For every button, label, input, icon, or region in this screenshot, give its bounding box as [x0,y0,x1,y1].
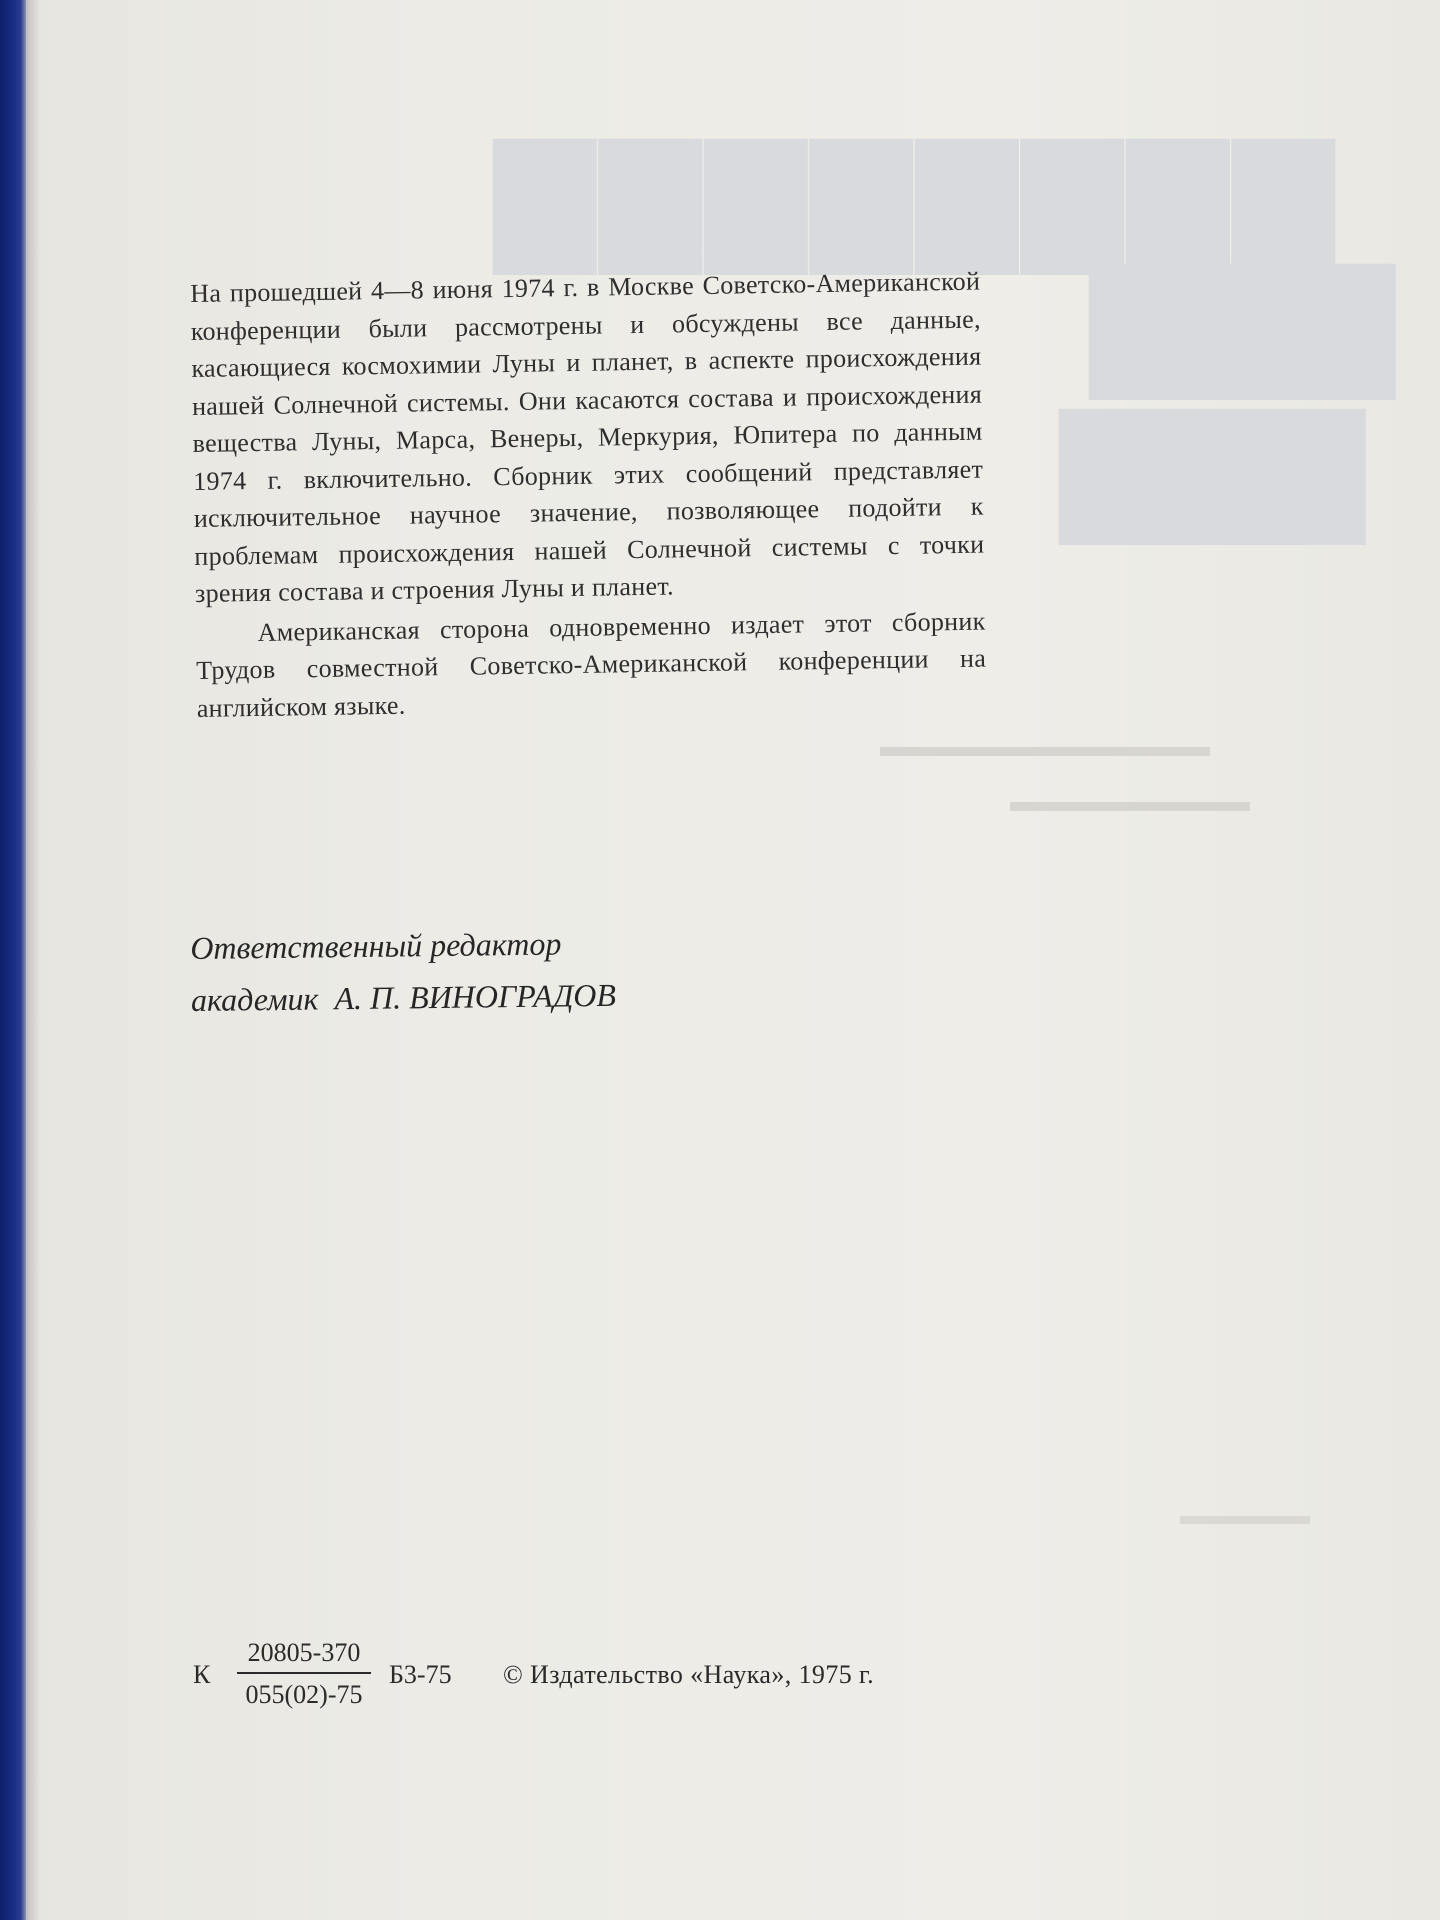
abstract-paragraph-2: Американская сторона одновременно издает этот сборник Трудов совместной Советско-Американской конференции на английском языке. [195,606,987,723]
imprint-series: Б3-75 [389,1660,452,1689]
show-through-title-line-1: ▇▇▇▇▇▇▇▇ [490,123,1335,270]
binding-shadow [26,0,40,1920]
show-through-text-line-1: ▬▬▬▬▬▬▬▬▬▬▬ [880,730,1210,763]
show-through-text-line-2: ▬▬▬▬▬▬▬▬ [1010,785,1250,818]
imprint-numerator: 20805-370 [247,1638,361,1667]
editor-title: академик [190,980,319,1018]
imprint-code-fraction [237,1636,371,1712]
copyright-notice: © Издательство «Наука», 1975 г. [503,1660,875,1689]
publication-imprint [193,1636,993,1716]
abstract-paragraph-1: На прошедшей 4—8 июня 1974 г. в Москве Советско-Американской конференции были рассмотрены и обсуждены все данные, касающиеся космохимии Луны и планет, в аспекте происхождения нашей Солнечной системы. Они касаются состава и происхождения вещества Луны, Марса, Венеры, Меркурия, Юпитера по данным 1974 г. включительно. Сборник этих сообщений представляет исключительное научное значение, позволяющее подойти к проблемам происхождения нашей Солнечной системы с точки зрения состава и строения Луны и планет. [190,266,985,608]
editor-role: Ответственный редактор [190,925,562,966]
show-through-text-line-3: ▬▬▬▬▬ [1180,1500,1310,1530]
responsible-editor-block [190,913,891,1026]
show-through-title-line-2: ▇▇▇ [1090,248,1395,395]
fraction-bar [237,1672,371,1674]
editor-name: А. П. ВИНОГРАДОВ [334,976,617,1017]
imprint-letter: К [193,1660,211,1689]
editor-line [191,965,892,1026]
imprint-denominator: 055(02)-75 [245,1680,363,1709]
show-through-title-line-3: ▇▇▇ [1060,393,1365,540]
book-binding-edge [0,0,26,1920]
abstract-block [190,263,987,727]
